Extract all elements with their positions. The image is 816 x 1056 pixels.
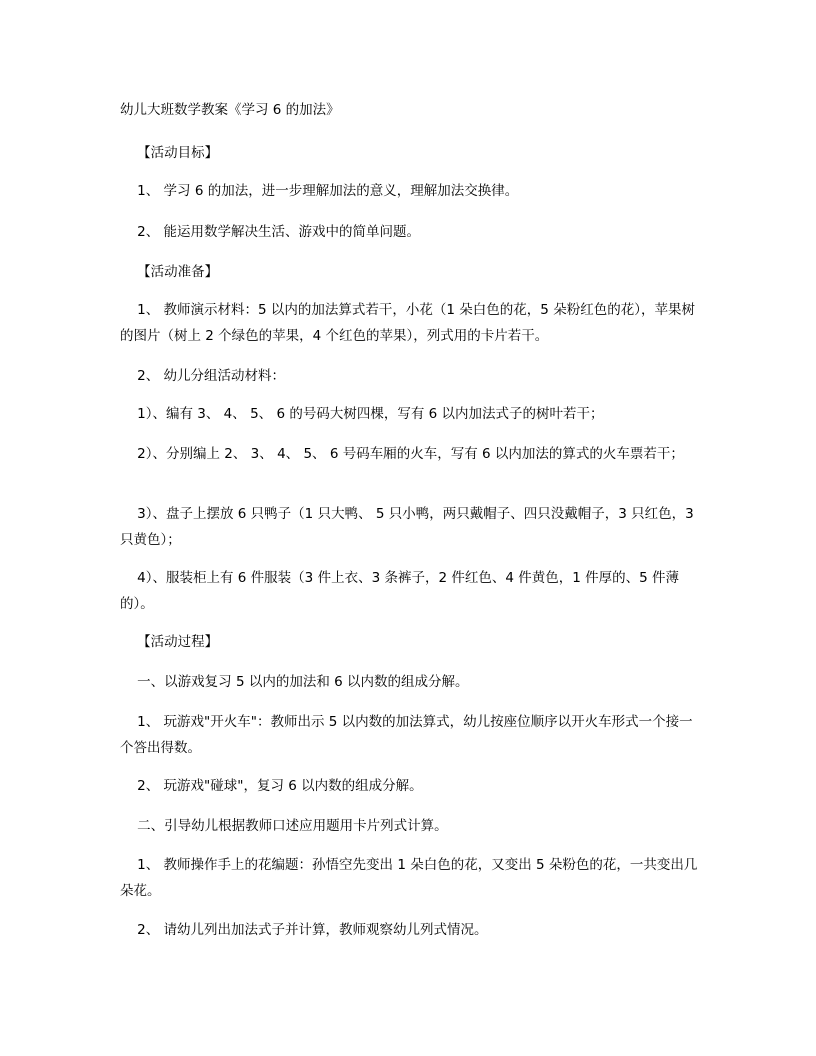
process-step-1: 1、 玩游戏"开火车"：教师出示 5 以内数的加法算式，幼儿按座位顺序以开火车形式一个接一个答出得数。 xyxy=(120,714,693,756)
process-section-2: 二、引导幼儿根据教师口述应用题用卡片列式计算。 xyxy=(120,818,448,834)
heading-activity-preparation: 【活动准备】 xyxy=(120,264,219,280)
process-step-4: 2、 请幼儿列出加法式子并计算，教师观察幼儿列式情况。 xyxy=(120,922,488,938)
preparation-item-1: 1、 教师演示材料：5 以内的加法算式若干，小花（1 朵白色的花，5 朵粉红色的花），苹果树的图片（树上 2 个绿色的苹果，4 个红色的苹果），列式用的卡片若干。 xyxy=(120,302,695,344)
preparation-subitem-3: 3）、盘子上摆放 6 只鸭子（1 只大鸭、 5 只小鸭，两只戴帽子、四只没戴帽子，3 只红色，3 只黄色）； xyxy=(120,506,698,548)
preparation-item-2: 2、 幼儿分组活动材料： xyxy=(120,368,286,384)
process-step-3: 1、 教师操作手上的花编题：孙悟空先变出 1 朵白色的花，又变出 5 朵粉色的花，一共变出几朵花。 xyxy=(120,857,698,899)
heading-activity-goals: 【活动目标】 xyxy=(120,145,219,161)
document-title: 幼儿大班数学教案《学习 6 的加法》 xyxy=(120,102,340,118)
preparation-subitem-4: 4）、服装柜上有 6 件服装（3 件上衣、3 条裤子，2 件红色、4 件黄色，1 件厚的、5 件薄的）。 xyxy=(120,570,679,612)
preparation-subitem-2: 2）、分别编上 2、 3、 4、 5、 6 号码车厢的火车，写有 6 以内加法的算式的火车票若干； xyxy=(120,446,684,462)
goal-item-1: 1、 学习 6 的加法，进一步理解加法的意义，理解加法交换律。 xyxy=(120,183,519,199)
process-section-1: 一、以游戏复习 5 以内的加法和 6 以内数的组成分解。 xyxy=(120,674,469,690)
preparation-subitem-1: 1）、编有 3、 4、 5、 6 的号码大树四棵，写有 6 以内加法式子的树叶若干； xyxy=(120,406,604,422)
process-step-2: 2、 玩游戏"碰球"，复习 6 以内数的组成分解。 xyxy=(120,778,423,794)
goal-item-2: 2、 能运用数学解决生活、游戏中的简单问题。 xyxy=(120,224,421,240)
heading-activity-process: 【活动过程】 xyxy=(120,634,219,650)
